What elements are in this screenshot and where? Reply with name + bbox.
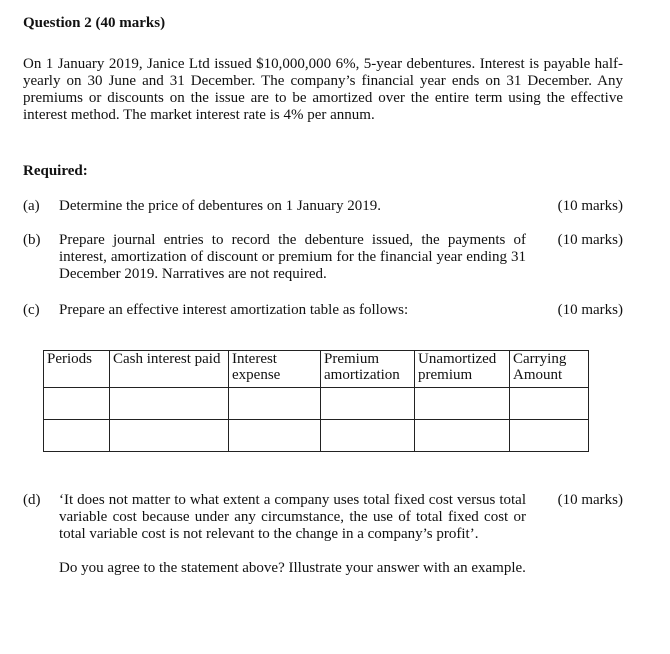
table-cell [415,388,510,420]
question-title: Question 2 (40 marks) [23,15,166,31]
table-cell [229,388,321,420]
question-a-text: Determine the price of debentures on 1 January 2019. [59,198,381,214]
question-b-letter: (b) [23,232,41,248]
question-b [23,232,623,284]
table-cell [415,420,510,452]
table-row [44,388,589,420]
table-cell [510,388,589,420]
header-periods: Periods [44,351,110,388]
amortization-table [43,350,589,452]
table-cell [510,420,589,452]
table-cell [321,420,415,452]
question-d-letter: (d) [23,492,41,508]
header-premium-amortization: Premium amortization [321,351,415,388]
table-cell [229,420,321,452]
table-cell [321,388,415,420]
table-cell [44,420,110,452]
header-unamortized-premium: Unamortized premium [415,351,510,388]
table-header-row [44,351,589,388]
table-cell [110,388,229,420]
header-interest-expense: Interest expense [229,351,321,388]
question-a-letter: (a) [23,198,40,214]
question-d-prompt: Do you agree to the statement above? Illustrate your answer with an example. [59,560,526,576]
question-d-marks: (10 marks) [557,492,623,508]
question-b-marks: (10 marks) [557,232,623,248]
header-carrying-amount: Carrying Amount [510,351,589,388]
table-row [44,420,589,452]
header-cash-interest-paid: Cash interest paid [110,351,229,388]
question-c [23,302,623,320]
question-d [23,492,623,622]
question-d-body [59,492,526,577]
question-c-letter: (c) [23,302,40,318]
question-b-text: Prepare journal entries to record the debenture issued, the payments of interest, amortization of discount or premium for the financial year ending 31 December 2019. Narratives are not required. [59,232,526,282]
question-c-text: Prepare an effective interest amortization table as follows: [59,302,409,318]
required-heading: Required: [23,163,88,179]
question-d-statement: ‘It does not matter to what extent a company uses total fixed cost versus total variable cost because under any circumstance, the use of total fixed cost or total variable cost is not relevant to the change in a company’s profit’. [59,492,526,542]
table-cell [110,420,229,452]
question-intro: On 1 January 2019, Janice Ltd issued $10,000,000 6%, 5-year debentures. Interest is payable half-yearly on 30 June and 31 December. The company’s financial year ends on 31 December. Any premiums or discounts on the issue are to be amortized over the entire term using the effective interest method. The market interest rate is 4% per annum. [23,56,623,123]
question-a [23,198,623,216]
question-a-marks: (10 marks) [557,198,623,214]
question-c-marks: (10 marks) [557,302,623,318]
table-cell [44,388,110,420]
